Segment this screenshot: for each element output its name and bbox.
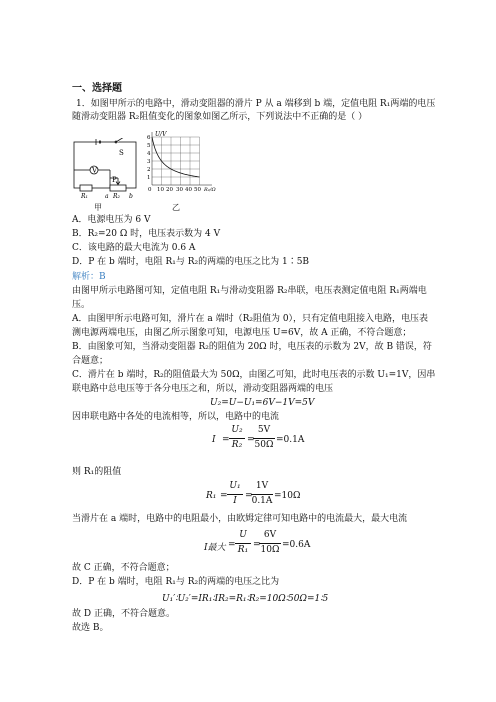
option-a: A．电源电压为 6 V <box>72 215 151 225</box>
solution-line: 当滑片在 a 端时，电路中的电阻最小，由欧姆定律可知电路中的电流最大，最大电流 <box>72 514 408 524</box>
solution-equation: U₁′∶U₂′=IR₁∶IR₂=R₁∶R₂=10Ω∶50Ω=1∶5 <box>162 594 329 604</box>
graph-xlabel: R₂/Ω <box>204 187 216 193</box>
solution-line: A．由图甲所示电路可知，滑片在 a 端时（R₂阻值为 0），只有定值电阻接入电路，电压表 <box>72 314 429 324</box>
solution-line: 测电源两端电压，由图乙所示图象可知，电源电压 U=6V，故 A 正确，不符合题意； <box>72 328 412 338</box>
solution-line: 由图甲所示电路图可知，定值电阻 R₁与滑动变阻器 R₂串联，电压表测定值电阻 R₁两端电 <box>72 286 427 296</box>
solution-line: C．滑片在 b 端时，R₂的阻值最大为 50Ω，由图乙可知，此时电压表的示数 U₁=1V，因串 <box>72 370 436 380</box>
solution-line: 联电路中总电压等于各分电压之和，所以，滑动变阻器两端的电压 <box>72 384 334 394</box>
circuit-label-b: b <box>129 193 133 198</box>
xtick-50: 50 <box>194 187 201 193</box>
solution-line: D．P 在 b 端时，电阻 R₁与 R₂的两端的电压之比为 <box>72 577 280 587</box>
voltage-graph <box>138 128 226 200</box>
ytick-5: 5 <box>147 143 151 149</box>
solution-line: 故 C 正确，不符合题意； <box>72 563 175 573</box>
option-d: D．P 在 b 端时，电阻 R₁与 R₂的两端的电压之比为 1∶5B <box>72 257 310 267</box>
solution-line: B．由图象可知，当滑动变阻器 R₂的阻值为 20Ω 时，电压表的示数为 2V，故 B 错误，符 <box>72 342 432 352</box>
circuit-label-s: S <box>119 149 124 157</box>
solution-line: 合题意； <box>72 356 109 366</box>
solution-line: 故选 B。 <box>72 623 109 633</box>
section-title: 一、选择题 <box>72 83 122 94</box>
option-b: B．R₂=20 Ω 时，电压表示数为 4 V <box>72 229 221 239</box>
solution-equation: U₂=U−U₁=6V−1V=5V <box>210 398 315 408</box>
figure-label-jia: 甲 <box>94 203 102 212</box>
circuit-label-r2: R₂ <box>113 193 120 198</box>
xtick-0: 0 <box>148 187 152 193</box>
solution-line: 故 D 正确，不符合题意。 <box>72 609 175 619</box>
circuit-diagram <box>70 138 140 198</box>
circuit-label-a: a <box>105 193 109 198</box>
xtick-30: 30 <box>176 187 183 193</box>
option-c: C．该电路的最大电流为 0.6 A <box>72 243 196 253</box>
solution-line: 压。 <box>72 300 91 310</box>
graph-curve <box>152 137 200 177</box>
solution-label: 解析：B <box>72 272 106 282</box>
circuit-label-r1: R₁ <box>81 193 88 198</box>
solution-line: 因串联电路中各处的电流相等，所以，电路中的电流 <box>72 412 280 422</box>
xtick-40: 40 <box>185 187 192 193</box>
solution-line: 则 R₁的阻值 <box>72 467 122 477</box>
ytick-3: 3 <box>147 159 151 165</box>
xtick-10: 10 <box>157 187 164 193</box>
figure-label-yi: 乙 <box>172 203 180 212</box>
circuit-label-p: P <box>112 176 117 184</box>
circuit-label-v: V <box>92 166 98 175</box>
ytick-2: 2 <box>147 167 151 173</box>
ytick-4: 4 <box>147 151 151 157</box>
ytick-6: 6 <box>147 135 151 141</box>
question-stem-line2: 随滑动变阻器 R₂阻值变化的图象如图乙所示，下列说法中不正确的是（ ） <box>72 112 368 122</box>
page: 一、选择题 1．如图甲所示的电路中，滑动变阻器的滑片 P 从 a 端移到 b 端，定值电阻 R₁两端的电压 随滑动变阻器 R₂阻值变化的图象如图乙所示，下列说法中不正确的是（ ） V S P R₁ a R₂ b 甲 U/V R₂/Ω 1 2 3 4 5 6 0 10 20 30 40 50 乙 A．电源电压为 6 V B．R₂=20 Ω 时，电压表示数为 4 V C．该电路的最大电流为 0.6 A D．P 在 b 端时，电阻 R₁与 R₂的两端的电压之比为 1∶5B 解析：B 由图甲所示电路图可知，定值电阻 R₁与滑动变阻器 R₂串联，电压表测定值电阻 R₁两端电 压。 A．由图甲所示电路可知，滑片在 a 端时（R₂阻值为 0），只有定值电阻接入电路，电压表 测电源两端电压，由图乙所示图象可知，电源电压 U=6V，故 A 正确，不符合题意； B．由图象可知，当滑动变阻器 R₂的阻值为 20Ω 时，电压表的示数为 2V，故 B 错误，符 合题意； C．滑片在 b 端时，R₂的阻值最大为 50Ω，由图乙可知，此时电压表的示数 U₁=1V，因串 联电路中总电压等于各分电压之和，所以，滑动变阻器两端的电压 U₂=U−U₁=6V−1V=5V 因串联电路中各处的电流相等，所以，电路中的电流 I = U₂ R₂ = 5V 50Ω =0.1A 则 R₁的阻值 R₁ = U₁ I = 1V 0.1A =10Ω 当滑片在 a 端时，电路中的电阻最小，由欧姆定律可知电路中的电流最大，最大电流 I最大 = U R₁ = 6V 10Ω =0.6A 故 C 正确，不符合题意； D．P 在 b 端时，电阻 R₁与 R₂的两端的电压之比为 U₁′∶U₂′=IR₁∶IR₂=R₁∶R₂=10Ω∶50Ω=1∶5 故 D 正确，不符合题意。 故选 B。 <box>72 83 436 633</box>
question-stem-line1: 1．如图甲所示的电路中，滑动变阻器的滑片 P 从 a 端移到 b 端，定值电阻 R₁两端的电压 <box>76 99 436 109</box>
graph-ylabel: U/V <box>155 131 167 138</box>
ytick-1: 1 <box>147 175 151 181</box>
xtick-20: 20 <box>166 187 173 193</box>
